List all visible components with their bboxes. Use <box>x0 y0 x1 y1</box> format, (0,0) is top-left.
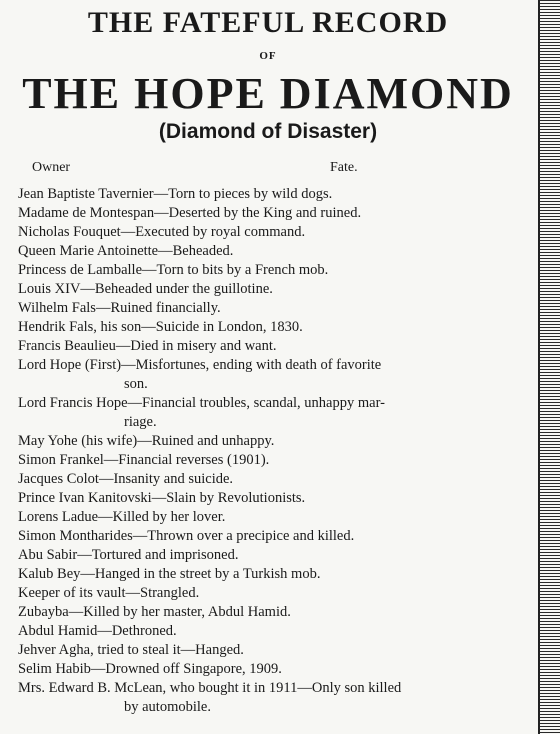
entry-text: Lord Francis Hope—Financial troubles, scandal, unhappy mar- <box>18 395 385 411</box>
list-item <box>18 242 530 261</box>
list-item <box>18 508 530 527</box>
entry-text: Francis Beaulieu—Died in misery and want. <box>18 338 277 354</box>
entry-continuation: riage. <box>124 414 157 430</box>
entry-text: Keeper of its vault—Strangled. <box>18 585 200 601</box>
list-item <box>18 261 530 280</box>
entry-text: Zubayba—Killed by her master, Abdul Hamid. <box>18 604 291 620</box>
list-item <box>18 584 530 603</box>
subtitle: (Diamond of Disaster) <box>158 120 378 143</box>
entry-text: Jean Baptiste Tavernier—Torn to pieces by wild dogs. <box>18 186 333 202</box>
entry-text: Wilhelm Fals—Ruined financially. <box>18 300 221 316</box>
entry-text: Selim Habib—Drowned off Singapore, 1909. <box>18 661 282 677</box>
list-item <box>18 603 530 622</box>
entry-text: Kalub Bey—Hanged in the street by a Turkish mob. <box>18 566 321 582</box>
list-item <box>18 489 530 508</box>
title-of: OF <box>259 50 277 62</box>
list-item <box>18 223 530 242</box>
list-item <box>18 204 530 223</box>
entry-text: Simon Frankel—Financial reverses (1901). <box>18 452 270 468</box>
entry-text: Simon Montharides—Thrown over a precipice and killed. <box>18 528 355 544</box>
entry-text: Lorens Ladue—Killed by her lover. <box>18 509 226 525</box>
entry-text: Mrs. Edward B. McLean, who bought it in 1911—Only son killed <box>18 680 402 696</box>
entry-continuation: by automobile. <box>124 699 211 715</box>
entry-text: Jacques Colot—Insanity and suicide. <box>18 471 234 487</box>
list-item <box>18 394 530 432</box>
list-item <box>18 318 530 337</box>
list-item <box>18 660 530 679</box>
entry-text: May Yohe (his wife)—Ruined and unhappy. <box>18 433 275 449</box>
entry-text: Prince Ivan Kanitovski—Slain by Revolutionists. <box>18 490 306 506</box>
list-item <box>18 527 530 546</box>
column-header-owner: Owner <box>32 160 71 175</box>
list-item <box>18 280 530 299</box>
entry-text: Queen Marie Antoinette—Beheaded. <box>18 243 234 259</box>
list-item <box>18 546 530 565</box>
entry-text: Abu Sabir—Tortured and imprisoned. <box>18 547 239 563</box>
list-item <box>18 679 530 717</box>
list-item <box>18 565 530 584</box>
entry-text: Madame de Montespan—Deserted by the King and ruined. <box>18 205 362 221</box>
entry-continuation: son. <box>124 376 148 392</box>
title-line-2: THE HOPE DIAMOND <box>22 69 514 118</box>
entry-text: Jehver Agha, tried to steal it—Hanged. <box>18 642 244 658</box>
title-line-1: THE FATEFUL RECORD <box>87 6 449 39</box>
column-header-fate: Fate. <box>330 160 358 175</box>
entry-text: Abdul Hamid—Dethroned. <box>18 623 177 639</box>
list-item <box>18 451 530 470</box>
list-item <box>18 356 530 394</box>
list-item <box>18 641 530 660</box>
entry-text: Nicholas Fouquet—Executed by royal command. <box>18 224 306 240</box>
list-item <box>18 432 530 451</box>
list-item <box>18 622 530 641</box>
fate-list <box>18 185 530 717</box>
list-item <box>18 299 530 318</box>
entry-text: Princess de Lamballe—Torn to bits by a French mob. <box>18 262 329 278</box>
entry-text: Louis XIV—Beheaded under the guillotine. <box>18 281 273 297</box>
list-item <box>18 185 530 204</box>
entry-text: Hendrik Fals, his son—Suicide in London, 1830. <box>18 319 303 335</box>
decorative-border <box>538 0 560 734</box>
list-item <box>18 470 530 489</box>
entry-text: Lord Hope (First)—Misfortunes, ending with death of favorite <box>18 357 382 373</box>
list-item <box>18 337 530 356</box>
